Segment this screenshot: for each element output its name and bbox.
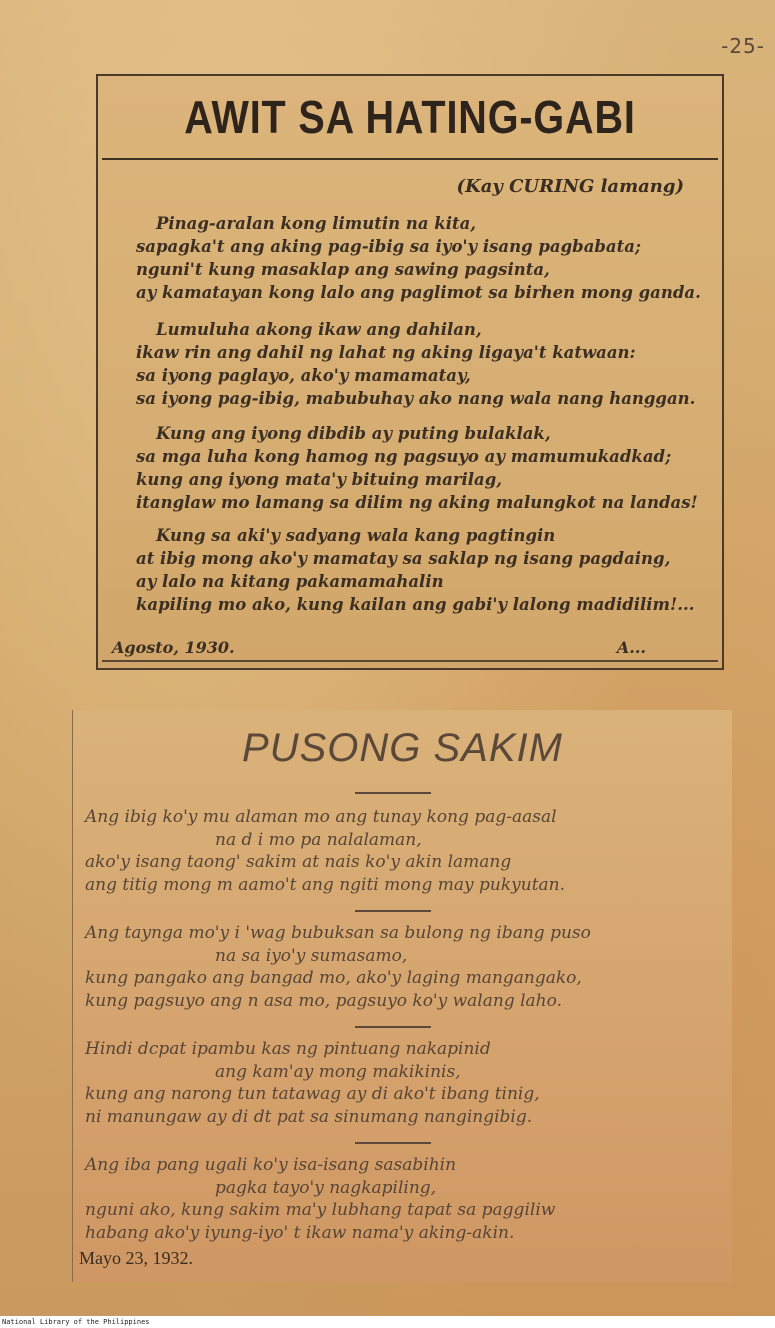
clipping-pusong-sakim <box>72 710 732 1282</box>
poem-line: ang kam'ay mong makikinis, <box>215 1061 461 1082</box>
poem-line: ay lalo na kitang pakamamahalin <box>136 572 444 591</box>
poem-line: ako'y isang taong' sakim at nais ko'y akin lamang <box>85 852 512 872</box>
poem-signature: A... <box>616 638 646 657</box>
poem-line: kung ang narong tun tatawag ay di ako't ibang tinig, <box>85 1084 540 1104</box>
stanza <box>136 212 716 304</box>
poem-line: na d i mo pa nalalaman, <box>215 829 422 850</box>
stanza <box>85 922 725 1012</box>
page-number: -25- <box>721 34 765 58</box>
poem-line: sapagka't ang aking pag-ibig sa iyo'y isang pagbabata; <box>136 237 642 256</box>
poem-dedication: (Kay CURING lamang) <box>456 176 684 197</box>
title-rule <box>102 158 718 160</box>
poem-line: Hindi dcpat ipambu kas ng pintuang nakapinid <box>85 1039 491 1059</box>
footer-credit: National Library of the Philippines <box>2 1318 150 1326</box>
poem-line: Pinag-aralan kong limutin na kita, <box>156 214 477 233</box>
stanza <box>85 1038 725 1128</box>
poem-line: habang ako'y iyung-iyo' t ikaw nama'y aking-akin. <box>85 1222 515 1243</box>
poem-line: Lumuluha akong ikaw ang dahilan, <box>156 320 482 339</box>
poem-line: ang titig mong m aamo't ang ngiti mong may pukyutan. <box>85 874 566 895</box>
poem-date: Agosto, 1930. <box>112 638 235 657</box>
stanza <box>85 806 725 896</box>
poem-line: Ang ibig ko'y mu alaman mo ang tunay kong pag-aasal <box>85 807 557 827</box>
poem-line: nguni ako, kung sakim ma'y lubhang tapat sa paggiliw <box>85 1200 556 1220</box>
poem-line: Ang iba pang ugali ko'y isa-isang sasabihin <box>85 1155 457 1175</box>
poem-line: itanglaw mo lamang sa dilim ng aking malungkot na landas! <box>136 493 698 512</box>
stanza-separator <box>355 792 431 794</box>
poem-line: sa mga luha kong hamog ng pagsuyo ay mamumukadkad; <box>136 447 672 466</box>
bottom-rule <box>102 660 718 662</box>
poem-title: PUSONG SAKIM <box>242 726 563 770</box>
poem-line: ni manungaw ay di dt pat sa sinumang nangingibig. <box>85 1106 533 1127</box>
poem-date: Mayo 23, 1932. <box>79 1248 193 1268</box>
poem-line: na sa iyo'y sumasamo, <box>215 945 408 966</box>
stanza <box>136 524 716 616</box>
poem-line: sa iyong pag-ibig, mabubuhay ako nang wala nang hanggan. <box>136 389 696 408</box>
poem-line: nguni't kung masaklap ang sawing pagsinta, <box>136 260 550 279</box>
poem-line: ay kamatayan kong lalo ang paglimot sa birhen mong ganda. <box>136 283 701 302</box>
poem-line: kapiling mo ako, kung kailan ang gabi'y lalong madidilim!... <box>136 595 695 614</box>
poem-line: ikaw rin ang dahil ng lahat ng aking ligaya't katwaan: <box>136 343 636 362</box>
poem-line: Kung ang iyong dibdib ay puting bulaklak, <box>156 424 551 443</box>
stanza-separator <box>355 910 431 912</box>
poem-line: pagka tayo'y nagkapiling, <box>215 1177 437 1198</box>
poem-line: kung pangako ang bangad mo, ako'y laging mangangako, <box>85 968 582 988</box>
clipping-awit-sa-hating-gabi <box>96 74 724 670</box>
stanza-separator <box>355 1142 431 1144</box>
poem-title: AWIT SA HATING-GABI <box>184 91 636 143</box>
stanza <box>136 422 716 514</box>
stanza <box>136 318 716 410</box>
poem-line: Kung sa aki'y sadyang wala kang pagtingin <box>156 526 556 545</box>
poem-line: kung pagsuyo ang n asa mo, pagsuyo ko'y walang laho. <box>85 990 562 1011</box>
stanza-separator <box>355 1026 431 1028</box>
poem-line: kung ang iyong mata'y bituing marilag, <box>136 470 502 489</box>
stanza <box>85 1154 725 1244</box>
poem-line: at ibig mong ako'y mamatay sa saklap ng isang pagdaing, <box>136 549 671 568</box>
poem-line: sa iyong paglayo, ako'y mamamatay, <box>136 366 471 385</box>
poem-line: Ang taynga mo'y i 'wag bubuksan sa bulong ng ibang puso <box>85 923 591 943</box>
